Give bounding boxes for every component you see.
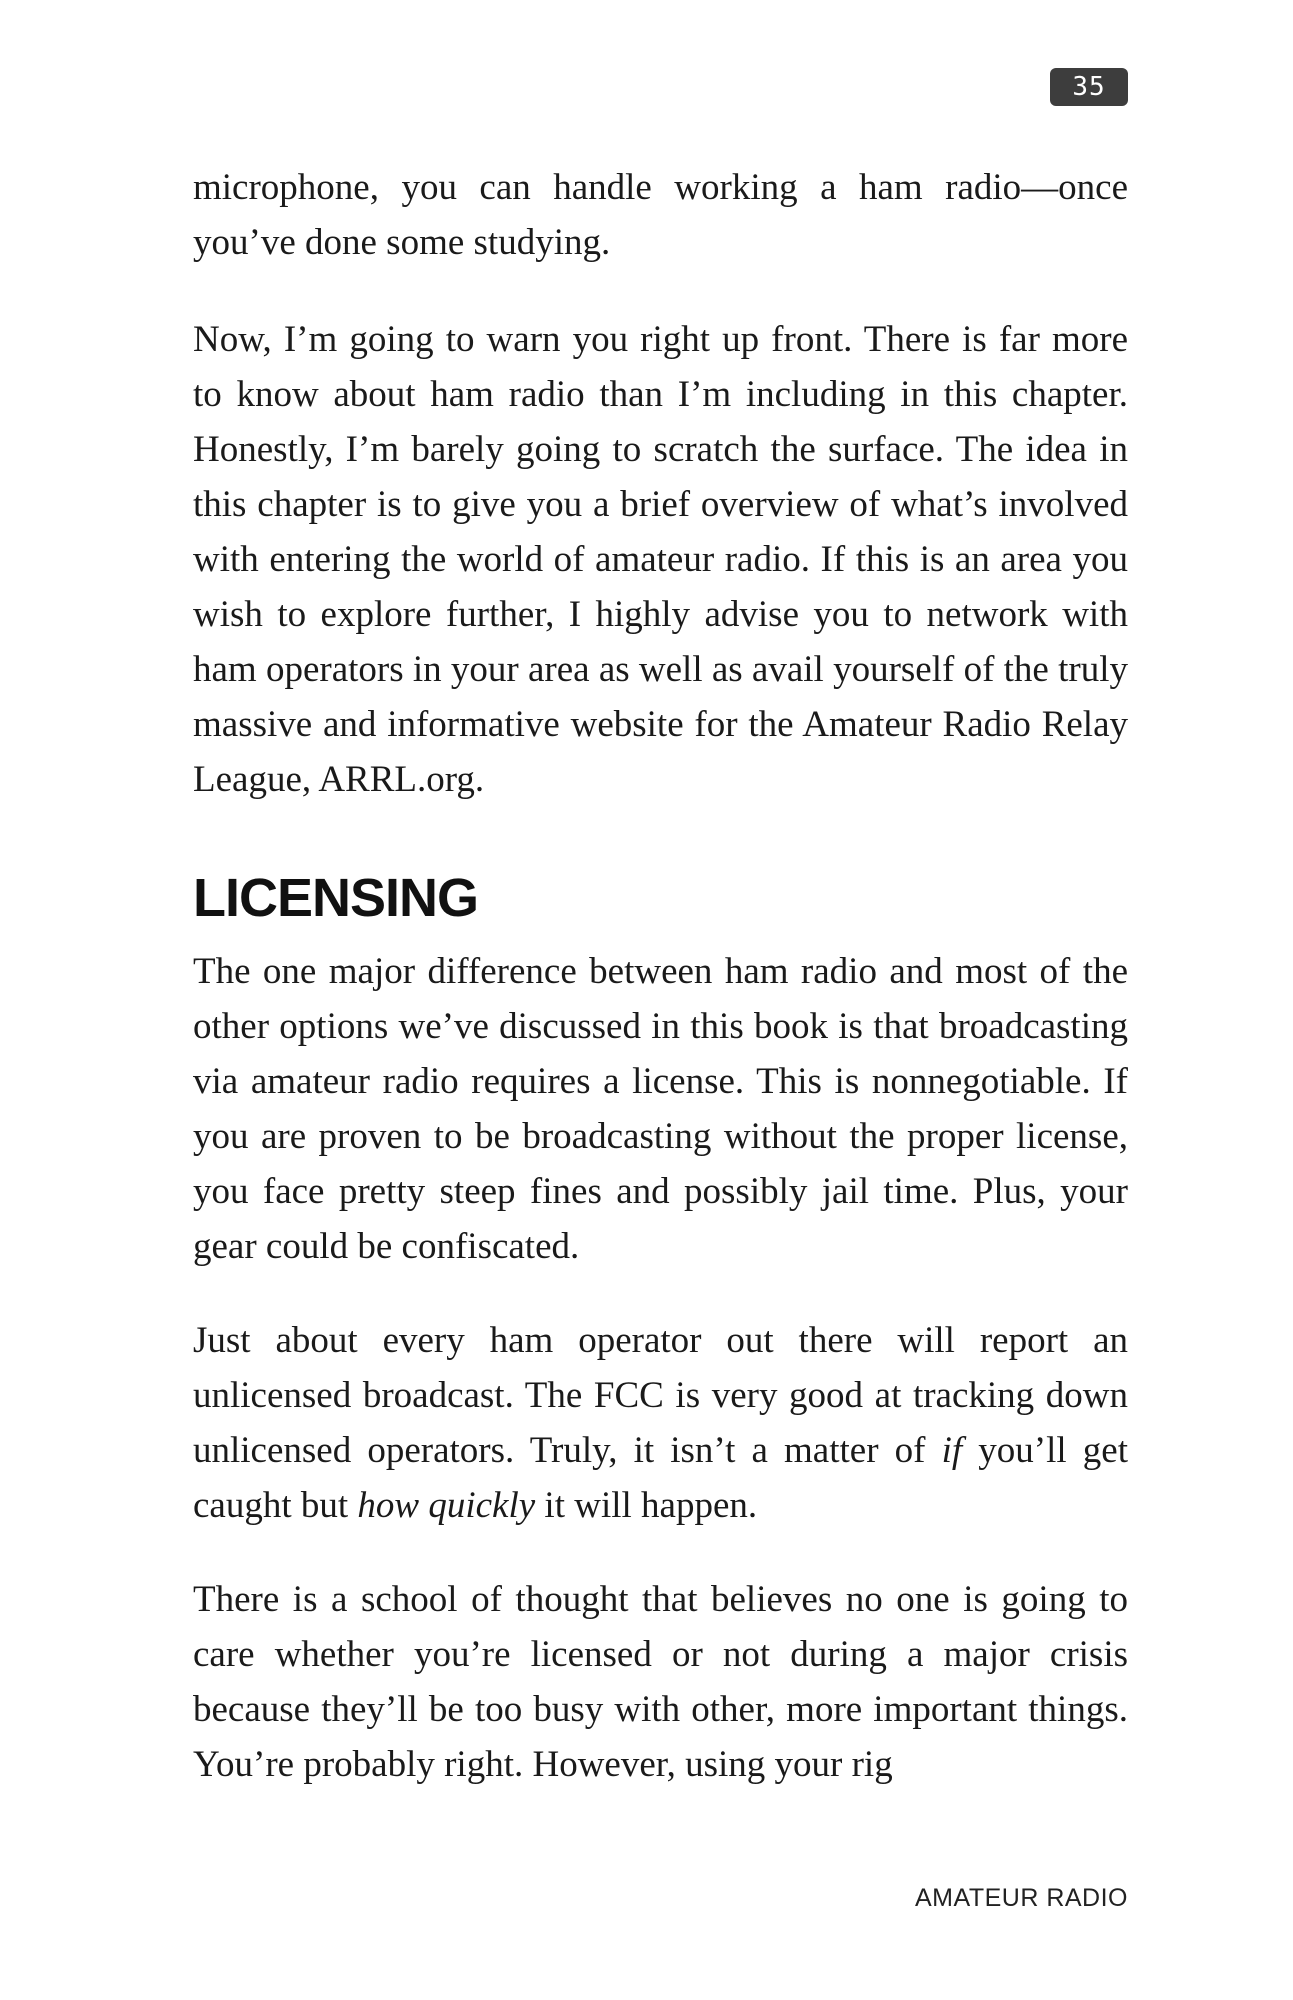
section-heading-licensing: LICENSING [193,868,479,928]
paragraph-unlicensed-broadcast [193,1313,1128,1533]
paragraph-text-segment: Just about every ham operator out there will report an unlicensed broadcast. The FCC is very good at tracking down unlicensed operators. Truly, it isn’t a matter of [193,1320,1128,1471]
emphasis-if: if [941,1430,963,1471]
paragraph-text-segment: you’ll get caught but [193,1430,1128,1526]
paragraph-license-required: The one major difference between ham radio and most of the other options we’ve discussed in this book is that broadcasting via amateur radio requires a license. This is nonnegotiable. If you are proven to be broadcasting without the proper license, you face pretty steep fines and possibly jail time. Plus, your gear could be confiscated. [193,951,1128,1267]
paragraph-warning: Now, I’m going to warn you right up front. There is far more to know about ham radio than I’m including in this chapter. Honestly, I’m barely going to scratch the surface. The idea in this chapter is to give you a brief overview of what’s involved with entering the world of amateur radio. If this is an area you wish to explore further, I highly advise you to network with ham operators in your area as well as avail yourself of the truly massive and informative website for the Amateur Radio Relay League, ARRL.org. [193,319,1128,800]
paragraph-text-segment: it will happen. [535,1485,758,1526]
emphasis-how-quickly: how quickly [357,1485,536,1526]
paragraph-continuation: microphone, you can handle working a ham radio—once you’ve done some studying. [193,167,1128,263]
running-footer: AMATEUR RADIO [915,1884,1128,1912]
page-number-badge: 35 [1050,68,1128,106]
paragraph-school-of-thought: There is a school of thought that believes no one is going to care whether you’re licensed or not during a major crisis because they’ll be too busy with other, more important things. You’re probably right. However, using your rig [193,1579,1128,1785]
